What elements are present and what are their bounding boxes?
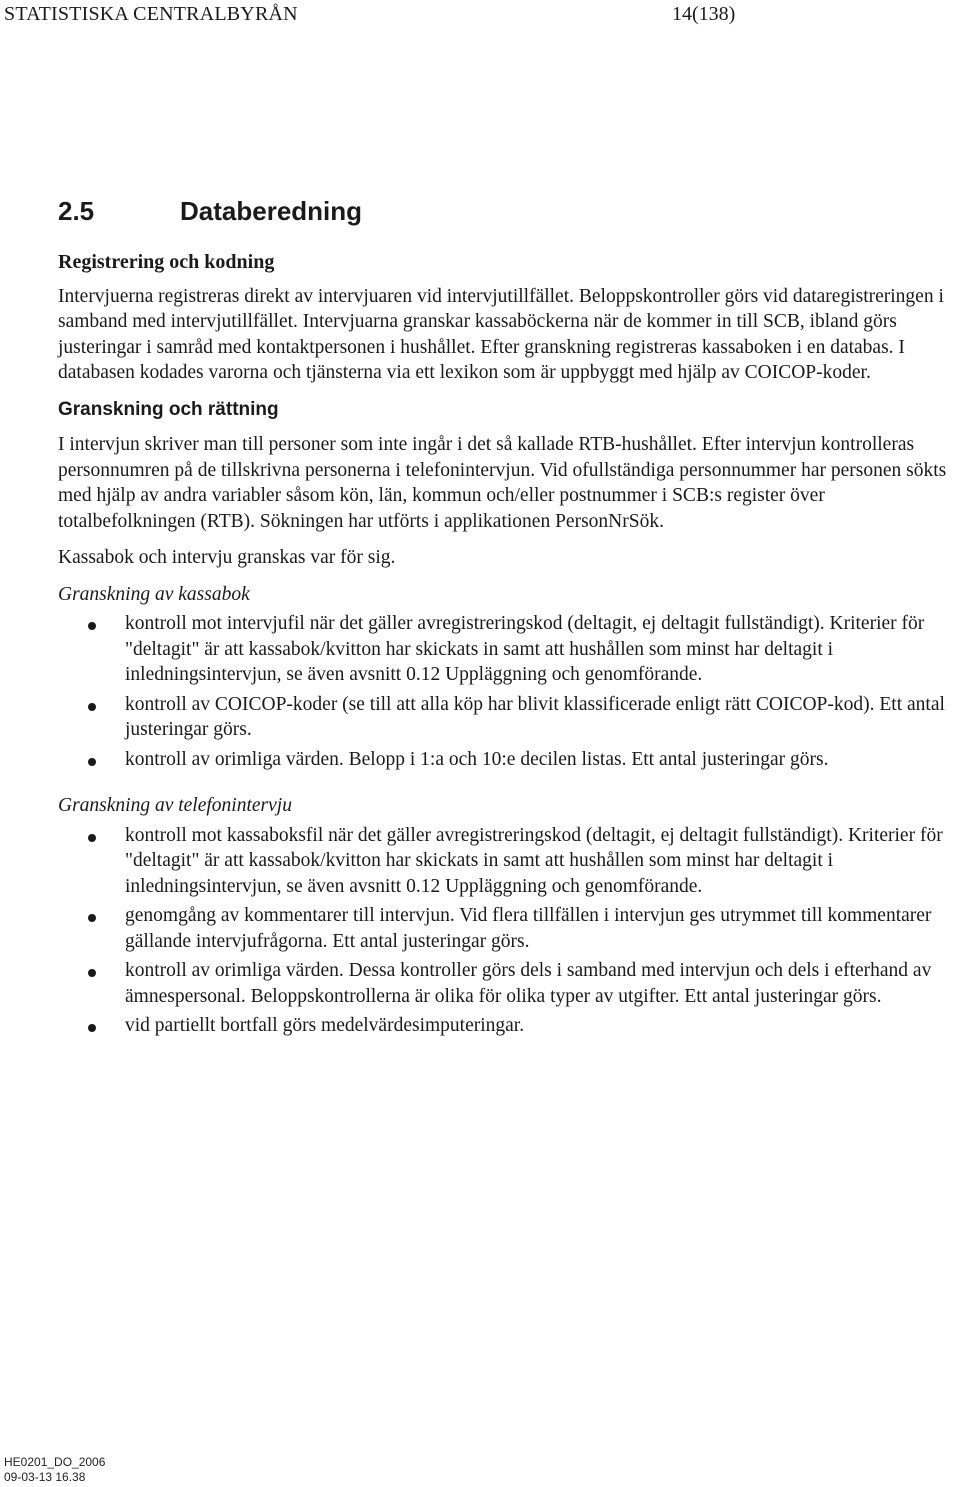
list-item-text: kontroll mot intervjufil när det gäller avregistreringskod (deltagit, ej deltagit fullständigt). Kriterier för "deltagit" är att kassabok/kvitton har skickats in samt att hushållen som minst har deltagit i inledningsintervjun, se även avsnitt 0.12 Uppläggning och genomförande. [125, 613, 925, 685]
bullet-icon [88, 758, 96, 766]
list-item [58, 958, 958, 1009]
list-item [58, 823, 958, 900]
section-number: 2.5 [58, 196, 95, 226]
kassabok-list [58, 611, 958, 772]
list-item [58, 1013, 958, 1039]
footer [4, 1455, 105, 1485]
granskning-paragraph-1: I intervjun skriver man till personer som inte ingår i det så kallade RTB-hushållet. Efter intervjun kontrolleras personnumren på de tillskrivna personerna i telefonintervjun. Vid ofullständiga personnummer har personen sökts med hjälp av andra variabler såsom kön, län, kommun och/eller postnummer i SCB:s register över totalbefolkningen (RTB). Sökningen har utförts i applikationen PersonNrSök. [58, 434, 947, 532]
telefonintervju-list [58, 823, 958, 1039]
bullet-icon [88, 969, 96, 977]
bullet-icon [88, 834, 96, 842]
list-item-text: genomgång av kommentarer till intervjun. Vid flera tillfällen i intervjun ges utrymmet till kommentarer gällande intervjufrågorna. Ett antal justeringar görs. [125, 905, 932, 952]
list-item-text: kontroll mot kassaboksfil när det gäller avregistreringskod (deltagit, ej deltagit fullständigt). Kriterier för "deltagit" är att kassabok/kvitton har skickats in samt att hushållen som minst har deltagit i inledningsintervjun, se även avsnitt 0.12 Uppläggning och genomförande. [125, 824, 943, 897]
kassabok-heading: Granskning av kassabok [58, 583, 250, 605]
organization-name: STATISTISKA CENTRALBYRÅN [4, 3, 298, 25]
telefonintervju-heading: Granskning av telefonintervju [58, 795, 292, 816]
registrering-paragraph: Intervjuerna registreras direkt av intervjuaren vid intervjutillfället. Beloppskontroller görs vid dataregistreringen i samband med intervjutillfället. Intervjuarna granskar kassaböckerna när de kommer in till SCB, ibland görs justeringar i samråd med kontaktpersonen i hushållet. Efter granskning registreras kassaboken i en databas. I databasen kodades varorna och tjänsterna via ett lexikon som är uppbyggt med hjälp av COICOP-koder. [58, 285, 944, 383]
bullet-icon [88, 703, 96, 711]
list-item [58, 903, 958, 954]
list-item-text: kontroll av orimliga värden. Dessa kontroller görs dels i samband med intervjun och dels i efterhand av ämnespersonal. Beloppskontrollerna är olika för olika typer av utgifter. Ett antal justeringar görs. [125, 960, 932, 1007]
bullet-icon [88, 1024, 96, 1032]
footer-date: 09-03-13 16.38 [4, 1470, 86, 1484]
list-item [58, 611, 958, 688]
document-body [58, 250, 958, 1043]
list-item [58, 747, 958, 773]
granskning-paragraph-2: Kassabok och intervju granskas var för sig. [58, 547, 396, 568]
section-title: Databeredning [180, 196, 363, 226]
registrering-heading: Registrering och kodning [58, 251, 275, 273]
page-number: 14(138) [672, 3, 736, 25]
granskning-heading: Granskning och rättning [58, 398, 279, 420]
list-item-text: vid partiellt bortfall görs medelvärdesimputeringar. [125, 1015, 525, 1036]
list-item-text: kontroll av orimliga värden. Belopp i 1:a och 10:e decilen listas. Ett antal justeringar görs. [125, 748, 829, 770]
footer-doc-id: HE0201_DO_2006 [4, 1455, 106, 1469]
bullet-icon [88, 914, 96, 922]
bullet-icon [88, 622, 96, 630]
list-item [58, 692, 958, 743]
section-heading [58, 196, 362, 227]
list-item-text: kontroll av COICOP-koder (se till att alla köp har blivit klassificerade enligt rätt COICOP-kod). Ett antal justeringar görs. [125, 693, 945, 740]
